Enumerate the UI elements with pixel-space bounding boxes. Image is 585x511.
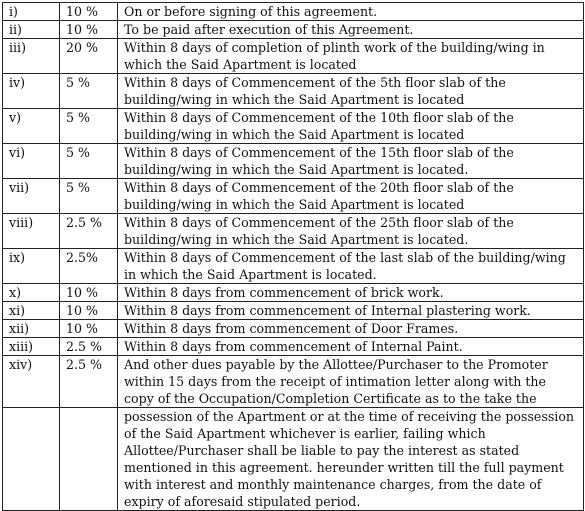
installment-percentage: 2.5% [60,249,118,284]
installment-number [3,408,60,511]
installment-description: Within 8 days from commencement of Internal plastering work. [118,302,584,320]
installment-percentage: 10 % [60,21,118,39]
installment-description: possession of the Apartment or at the time of receiving the possession of the Said Apartment whichever is earlier, failing which Allottee/Purchaser shall be liable to pay the interest as stated mentioned in this agreement. hereunder written till the full payment with interest and monthly maintenance charges, from the date of expiry of aforesaid stipulated period. [118,408,584,511]
installment-description: Within 8 days of completion of plinth work of the building/wing in which the Said Apartment is located [118,39,584,74]
installment-number: xii) [3,320,60,338]
installment-number: iii) [3,39,60,74]
table-row [3,214,584,249]
installment-description: Within 8 days from commencement of Door Frames. [118,320,584,338]
installment-description: Within 8 days of Commencement of the 5th floor slab of the building/wing in which the Said Apartment is located [118,74,584,109]
installment-percentage [60,408,118,511]
payment-schedule-body [3,3,584,511]
table-row [3,179,584,214]
table-row [3,74,584,109]
table-row [3,338,584,356]
installment-number: x) [3,284,60,302]
installment-number: viii) [3,214,60,249]
table-row [3,144,584,179]
installment-percentage: 5 % [60,179,118,214]
installment-description: Within 8 days of Commencement of the 10th floor slab of the building/wing in which the Said Apartment is located [118,109,584,144]
installment-percentage: 10 % [60,302,118,320]
installment-number: iv) [3,74,60,109]
installment-percentage: 10 % [60,3,118,21]
installment-description: On or before signing of this agreement. [118,3,584,21]
installment-description: And other dues payable by the Allottee/Purchaser to the Promoter within 15 days from the receipt of intimation letter along with the copy of the Occupation/Completion Certificate as to the take the [118,356,584,408]
installment-percentage: 5 % [60,74,118,109]
installment-percentage: 5 % [60,109,118,144]
installment-number: i) [3,3,60,21]
installment-percentage: 2.5 % [60,338,118,356]
installment-percentage: 10 % [60,284,118,302]
table-row [3,302,584,320]
installment-description: Within 8 days of Commencement of the 20th floor slab of the building/wing in which the Said Apartment is located [118,179,584,214]
installment-number: vii) [3,179,60,214]
installment-number: ii) [3,21,60,39]
table-row [3,249,584,284]
installment-description: Within 8 days of Commencement of the 25th floor slab of the building/wing in which the Said Apartment is located. [118,214,584,249]
payment-schedule-table [2,2,584,511]
installment-number: ix) [3,249,60,284]
table-row [3,356,584,408]
installment-description: Within 8 days from commencement of brick work. [118,284,584,302]
installment-number: xi) [3,302,60,320]
installment-number: vi) [3,144,60,179]
installment-percentage: 20 % [60,39,118,74]
installment-number: v) [3,109,60,144]
installment-number: xiii) [3,338,60,356]
installment-percentage: 2.5 % [60,356,118,408]
table-row [3,320,584,338]
table-row [3,3,584,21]
table-row [3,109,584,144]
table-row [3,284,584,302]
installment-description: Within 8 days from commencement of Internal Paint. [118,338,584,356]
installment-description: Within 8 days of Commencement of the last slab of the building/wing in which the Said Apartment is located. [118,249,584,284]
installment-percentage: 10 % [60,320,118,338]
installment-description: To be paid after execution of this Agreement. [118,21,584,39]
installment-number: xiv) [3,356,60,408]
table-row [3,39,584,74]
installment-percentage: 5 % [60,144,118,179]
installment-description: Within 8 days of Commencement of the 15th floor slab of the building/wing in which the Said Apartment is located. [118,144,584,179]
installment-percentage: 2.5 % [60,214,118,249]
table-row [3,21,584,39]
table-row [3,408,584,511]
